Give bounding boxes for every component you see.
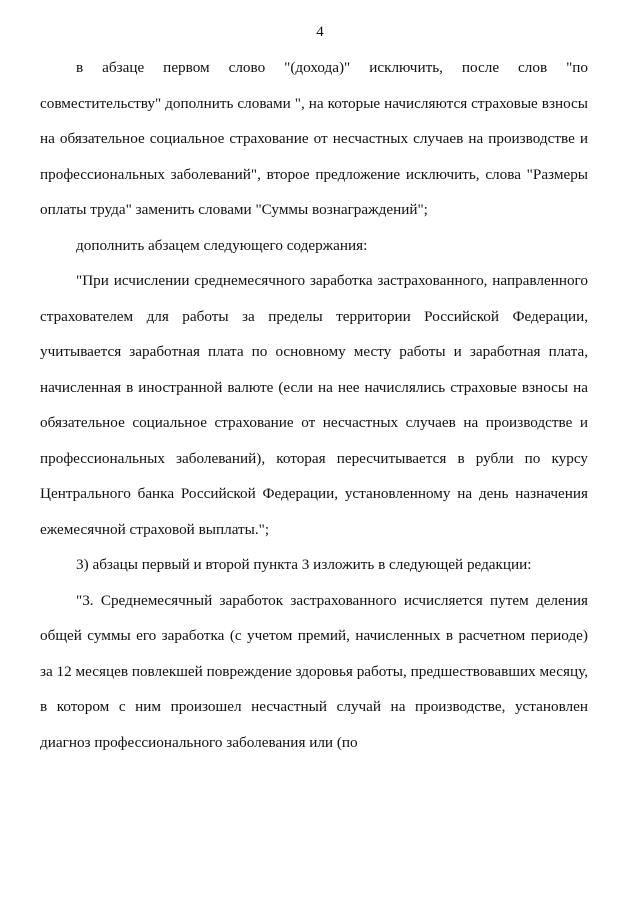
paragraph-point-3-text: "3. Среднемесячный заработок застрахованного исчисляется путем деления общей суммы его заработка (с учетом премий, начисленных в расчетном периоде) за 12 месяцев повлекшей повреждение здоровья работы, предшествовавших месяцу, в котором с ним произошел несчастный случай на производстве, установлен диагноз профессионального заболевания или (по bbox=[40, 591, 588, 751]
paragraph-point-3-intro: 3) абзацы первый и второй пункта 3 изложить в следующей редакции: bbox=[76, 556, 532, 573]
paragraph-add-paragraph-intro: дополнить абзацем следующего содержания: bbox=[76, 236, 368, 254]
document-body bbox=[40, 50, 588, 760]
paragraph-average-earnings-abroad: "При исчислении среднемесячного заработка застрахованного, направленного страхователем для работы за пределы территории Российской Федерации, учитывается заработная плата по основному месту работы и заработная плата, начисленная в иностранной валюте (если на нее начислялись страховые взносы на обязательное социальное страхование от несчастных случаев на производстве и профессиональных заболеваний), которая пересчитывается в рубли по курсу Центрального банка Российской Федерации, установленному на день назначения ежемесячной страховой выплаты."; bbox=[40, 272, 588, 538]
page-number: 4 bbox=[316, 24, 324, 40]
paragraph-amendment-first-paragraph: в абзаце первом слово "(дохода)" исключить, после слов "по совместительству" дополнить словами ", на которые начисляются страховые взносы на обязательное социальное страхование от несчастных случаев на производстве и профессиональных заболеваний", второе предложение исключить, слова "Размеры оплаты труда" заменить словами "Суммы вознаграждений"; bbox=[40, 59, 588, 218]
